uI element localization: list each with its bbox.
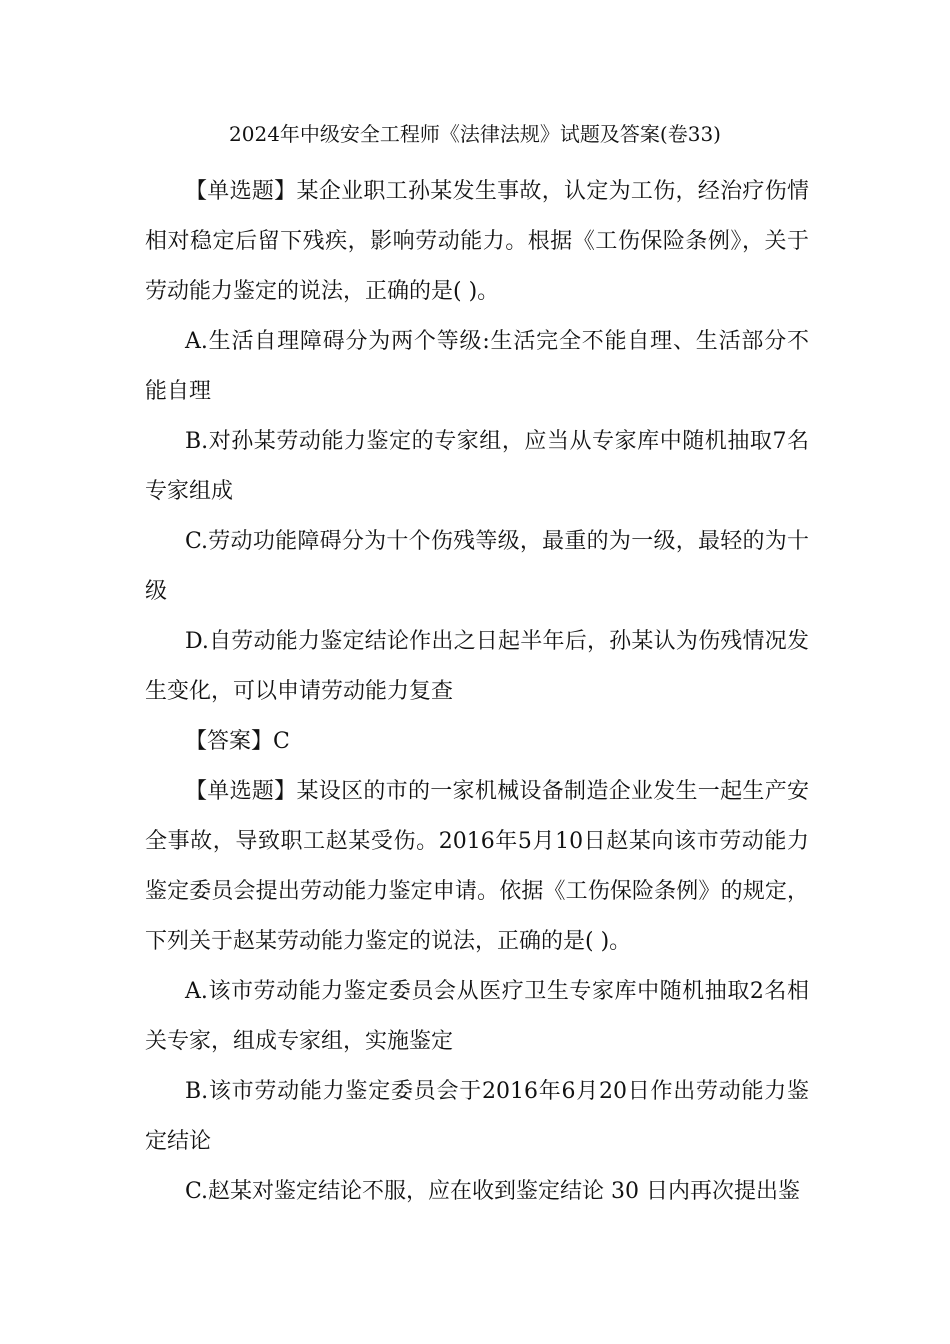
question-2-option-b: B.该市劳动能力鉴定委员会于2016年6月20日作出劳动能力鉴定结论	[145, 1079, 809, 1154]
document-body	[145, 167, 809, 1217]
question-1-stem: 【单选题】某企业职工孙某发生事故，认定为工伤，经治疗伤情相对稳定后留下残疾，影响劳动能力。根据《工伤保险条例》，关于劳动能力鉴定的说法，正确的是( )。	[145, 179, 809, 304]
document-title: 2024年中级安全工程师《法律法规》试题及答案(卷33)	[229, 122, 721, 146]
question-1-option-b: B.对孙某劳动能力鉴定的专家组，应当从专家库中随机抽取7名专家组成	[145, 429, 809, 504]
question-2-option-a: A.该市劳动能力鉴定委员会从医疗卫生专家库中随机抽取2名相关专家，组成专家组，实施鉴定	[145, 979, 809, 1054]
question-1-option-a: A.生活自理障碍分为两个等级:生活完全不能自理、生活部分不能自理	[145, 329, 809, 404]
question-2-option-c: C.赵某对鉴定结论不服，应在收到鉴定结论 30 日内再次提出鉴	[185, 1179, 801, 1204]
question-1-answer: 【答案】C	[185, 729, 290, 754]
question-2-stem: 【单选题】某设区的市的一家机械设备制造企业发生一起生产安全事故，导致职工赵某受伤。2016年5月10日赵某向该市劳动能力鉴定委员会提出劳动能力鉴定申请。依据《工伤保险条例》的规定，下列关于赵某劳动能力鉴定的说法，正确的是( )。	[145, 779, 809, 954]
question-1-option-c: C.劳动功能障碍分为十个伤残等级，最重的为一级，最轻的为十级	[145, 529, 809, 604]
question-1-option-d: D.自劳动能力鉴定结论作出之日起半年后，孙某认为伤残情况发生变化，可以申请劳动能力复查	[145, 629, 809, 704]
